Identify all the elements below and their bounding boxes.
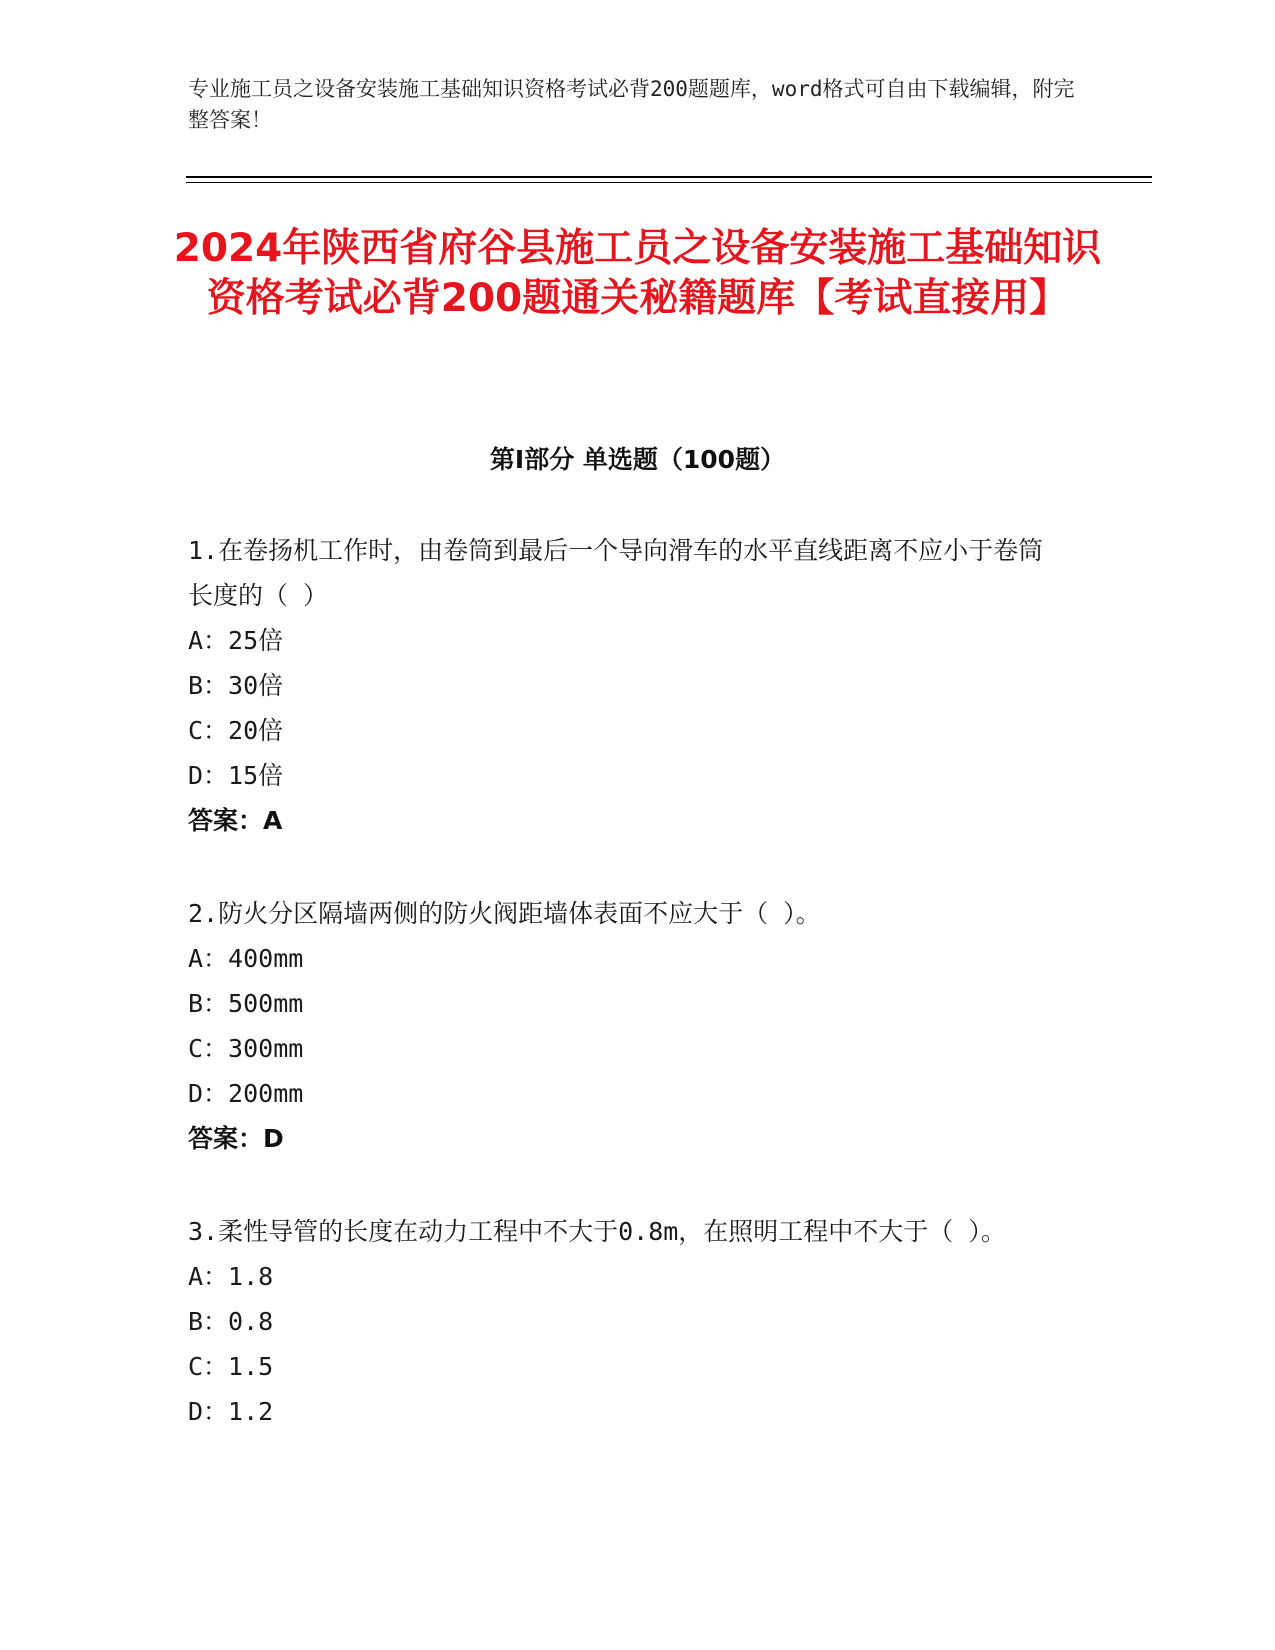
answer-option: D：15倍: [188, 761, 284, 790]
answer-option: C：300mm: [188, 1034, 304, 1063]
question-stem: 3.柔性导管的长度在动力工程中不大于0.8m，在照明工程中不大于（ ）。: [188, 1217, 1006, 1246]
question-stem: 2.防火分区隔墙两侧的防火阀距墙体表面不应大于（ ）。: [188, 899, 821, 928]
answer-option: C：1.5: [188, 1352, 274, 1381]
header-divider-thin: [186, 182, 1152, 183]
answer-option: A：1.8: [188, 1262, 274, 1291]
correct-answer: 答案：D: [188, 1124, 284, 1153]
header-note: 专业施工员之设备安装施工基础知识资格考试必背200题题库，word格式可自由下载编辑，附完整答案！: [188, 77, 1075, 132]
question-item: [188, 1209, 1068, 1434]
question-item: [188, 528, 1068, 843]
question-list: [188, 528, 1068, 1482]
answer-option: B：30倍: [188, 671, 284, 700]
answer-option: D：1.2: [188, 1397, 274, 1426]
answer-option: D：200mm: [188, 1079, 304, 1108]
section-heading: 第Ⅰ部分 单选题（100题）: [489, 445, 786, 474]
answer-option: B：0.8: [188, 1307, 274, 1336]
document-title: 2024年陕西省府谷县施工员之设备安装施工基础知识资格考试必背200题通关秘籍题库【考试直接用】: [173, 226, 1102, 321]
answer-option: C：20倍: [188, 716, 284, 745]
question-stem: 1.在卷扬机工作时，由卷筒到最后一个导向滑车的水平直线距离不应小于卷筒长度的（ ）: [188, 536, 1044, 610]
answer-option: A：25倍: [188, 626, 284, 655]
correct-answer: 答案：A: [188, 806, 283, 835]
question-item: [188, 891, 1068, 1161]
header-divider-thick: [186, 176, 1152, 178]
answer-option: B：500mm: [188, 989, 304, 1018]
answer-option: A：400mm: [188, 944, 304, 973]
